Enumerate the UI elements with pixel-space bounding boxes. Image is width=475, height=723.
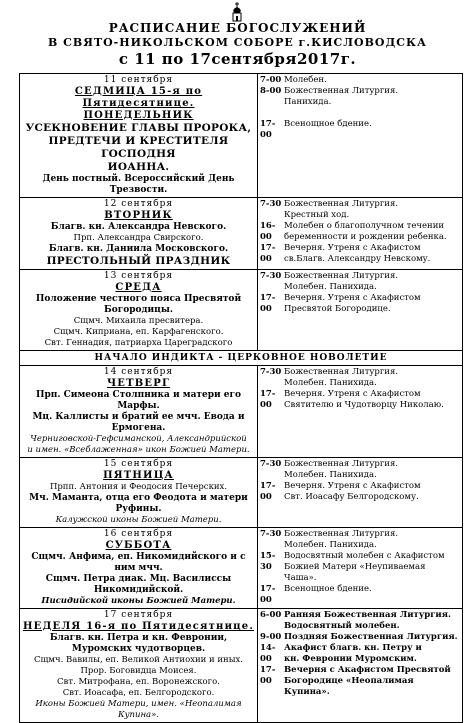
service-line: Молебен. Панихида. [284,470,377,480]
saint-line: Мц. Каллисты и братий ее мчч. Евода и Ермогена. [32,412,245,433]
service-text [284,529,460,551]
weekday: СРЕДА [115,282,162,293]
service-time: 17-00 [260,243,276,264]
saint-line: Положение честного пояса Пресвятой Богородицы. [35,294,242,315]
service-line: Ранняя Божественная Литургия. [284,610,451,620]
service-time: 17-00 [260,293,276,314]
saint-line: Благв. кн. Петра и кн. Февронии, [49,633,228,643]
service-item [260,459,460,481]
service-text [284,610,460,632]
service-line: Вечерня с Акафистом Пресвятой [284,665,451,675]
service-line: беременности и рождении ребенка. [284,232,447,242]
service-text [284,389,460,411]
service-time: 15-30 [260,551,276,572]
day-date: 11 сентября [103,75,174,85]
indikt-band: НАЧАЛО ИНДИКТА - ЦЕРКОВНОЕ НОВОЛЕТИЕ [20,351,462,366]
church-icon [227,2,247,22]
service-item [260,551,460,584]
service-text [284,481,460,503]
saint-line: Прп. Симеона Столпника и матери его Марфы. [35,390,242,411]
day-row [20,609,462,722]
weekday: ПЯТНИЦА [103,470,174,481]
service-time: 17-00 [260,389,276,410]
service-line: Вечерня. Утреня с Акафистом [284,243,421,253]
day-date: 12 сентября [103,199,174,209]
service-text [284,75,460,86]
saint-line: Прп. Александра Свирского. [73,233,204,243]
day-row [20,74,462,198]
service-line: Свт. Иоасафу Белгородскому. [284,492,419,502]
service-line: Божественная Литургия. [284,86,399,96]
service-line: Божественная Литургия. [284,367,399,377]
service-line: Поздняя Божественная Литургия. [284,632,458,642]
day-date: 17 сентября [103,610,174,620]
day-date: 13 сентября [103,271,174,281]
service-text [284,643,460,665]
day-row [20,366,462,458]
service-time: 7-30 [260,271,282,281]
service-text [284,221,460,243]
service-time: 7-00 [260,75,282,85]
schedule-table [19,73,463,723]
service-text [284,632,460,643]
service-time: 17-00 [260,481,276,502]
service-item [260,75,460,86]
saint-line: Свт. Митрофана, еп. Воронежского. [57,677,220,687]
saint-line: Свт. Иоасафа, еп. Белгородского. [62,688,215,698]
week-title: НЕДЕЛЯ 16-я по Пятидесятнице. [22,621,255,632]
day-services [258,366,462,457]
saint-line: Благв. кн. Даниила Московского. [48,244,229,254]
service-line: Вечерня. Утреня с Акафистом [284,293,421,303]
service-line: Молебен. Панихида. [284,282,377,292]
day-row [20,528,462,609]
service-item [260,632,460,643]
day-left [20,198,258,269]
service-line: Водосвятный молебен. [284,621,400,631]
day-services [258,609,462,722]
service-time: 8-00 [260,86,282,96]
schedule-header [0,0,475,72]
service-line: Всенощное бдение. [284,119,372,129]
saint-line: ПРЕДТЕЧИ И КРЕСТИТЕЛЯ ГОСПОДНЯ [48,135,229,160]
service-text [284,243,460,265]
service-text [284,584,460,606]
service-line: Молебен о благополучном течении [284,221,445,231]
saint-line: Свт. Геннадия, патриарха Цареградского [44,338,233,348]
service-text [284,551,460,584]
service-item [260,293,460,315]
weekday: ЧЕТВЕРГ [106,378,171,389]
day-date: 15 сентября [103,459,174,469]
saint-line: Иконы Божией Матери, имен. «Неопалимая Купина». [35,699,242,720]
saint-line: Сщмч. Михаила пресвитера. [73,316,204,326]
service-item [260,610,460,632]
service-text [284,86,460,108]
service-item [260,389,460,411]
saint-line: Благв. кн. Александра Невского. [50,222,227,232]
service-item [260,199,460,221]
day-left [20,458,258,527]
service-line: Водосвятный молебен с Акафистом [284,551,445,561]
header-cathedral: В СВЯТО-НИКОЛЬСКОМ СОБОРЕ г.КИСЛОВОДСКА [48,36,427,49]
saint-line: УСЕКНОВЕНИЕ ГЛАВЫ ПРОРОКА, [25,122,252,134]
saint-line: Сщмч. Киприана, еп. Карфагенского. [53,327,224,337]
header-title: РАСПИСАНИЕ БОГОСЛУЖЕНИЙ [108,21,367,35]
weekday: ВТОРНИК [104,210,173,221]
header-dates: с 11 по 17сентября2017г. [118,50,357,68]
service-line: Панихида. [284,97,332,107]
day-row [20,458,462,528]
weekday: СУББОТА [105,540,172,551]
service-line: Святителю и Чудотворцу Николаю. [284,400,444,410]
service-text [284,271,460,293]
service-line: Божественная Литургия. [284,459,399,469]
day-row [20,270,462,351]
service-time: 7-30 [260,367,282,377]
service-item [260,119,460,141]
service-line: Крестный ход. [284,210,350,220]
service-time: 17-00 [260,119,276,140]
saint-line: Мч. Маманта, отца его Феодота и матери Руфины. [29,493,248,514]
service-time: 7-30 [260,459,282,469]
service-line: Божественная Литургия. [284,271,399,281]
service-line: кн. Февронии Муромским. [284,654,417,664]
day-services [258,528,462,608]
saint-line: ИОАННА. [107,161,170,173]
saint-line: Прор. Боговидца Моисея. [80,666,197,676]
week-title: СЕДМИЦА 15-я по Пятидесятнице. [74,86,203,109]
saint-line: Сщмч. Анфима, еп. Никомидийского и с ним мчч. [31,552,246,573]
service-item [260,108,460,119]
service-item [260,665,460,698]
service-line: Молебен. Панихида. [284,540,377,550]
service-line: Божественная Литургия. [284,529,399,539]
service-text [284,665,460,698]
day-services [258,74,462,197]
service-time [260,108,284,119]
service-item [260,367,460,389]
saint-line: Калужской иконы Божией Матери. [55,515,222,525]
service-item [260,584,460,606]
service-line: Божественная Литургия. [284,199,399,209]
day-left [20,528,258,608]
day-date: 14 сентября [103,367,174,377]
saint-line: Черниговской-Гефсиманской, Александрийской [30,434,247,444]
service-item [260,643,460,665]
service-line [284,108,460,119]
day-services [258,198,462,269]
service-time: 7-30 [260,529,282,539]
saint-line: Муромских чудотворцев. [71,644,206,654]
service-line: Вечерня. Утреня с Акафистом [284,481,421,491]
service-time: 6-00 [260,610,282,620]
service-item [260,221,460,243]
service-line: Божией Матери «Неупиваемая Чаша». [284,562,426,583]
service-item [260,481,460,503]
day-left [20,74,258,197]
service-time: 7-30 [260,199,282,209]
day-row [20,198,462,270]
service-item [260,243,460,265]
service-line: Богородице «Неопалимая Купина». [284,676,414,697]
service-time: 16-00 [260,221,276,242]
service-item [260,271,460,293]
day-date: 16 сентября [103,529,174,539]
service-item [260,529,460,551]
service-time: 14-00 [260,643,276,664]
service-line: Всенощное бдение. [284,584,372,594]
weekday: ПОНЕДЕЛЬНИК [83,110,194,121]
service-item [260,86,460,108]
service-text [284,459,460,481]
saint-line: Сщмч. Вавилы, еп. Великой Антиохии и иных. [34,655,243,665]
service-time: 17-00 [260,584,276,605]
service-line: Акафист благв. кн. Петру и [284,643,422,653]
service-text [284,119,460,141]
service-text [284,293,460,315]
day-left [20,609,258,722]
service-time: 17-00 [260,665,276,686]
day-services [258,270,462,350]
saint-line: День постный. Всероссийский День Трезвости. [42,174,235,195]
service-text [284,199,460,221]
day-services [258,458,462,527]
saint-line: ПРЕСТОЛЬНЫЙ ПРАЗДНИК [46,255,231,267]
service-line: Пресвятой Богородице. [284,304,391,314]
service-line: св.Благв. Александру Невскому. [284,254,431,264]
service-time: 9-00 [260,632,282,642]
saint-line: Писидийской иконы Божией Матери. [41,596,236,606]
service-text [284,108,460,119]
saint-line: Сщмч. Петра диак. Мц. Василиссы Никомидийской. [45,574,232,595]
service-line: Молебен. [284,75,327,85]
saint-line: Прпп. Антония и Феодосия Печерских. [49,482,228,492]
day-left [20,366,258,457]
saint-line: и имен. «Всеблаженная» икон Божией Матери. [27,445,250,455]
day-left [20,270,258,350]
service-text [284,367,460,389]
service-line: Вечерня. Утреня с Акафистом [284,389,421,399]
service-line: Молебен. Панихида. [284,378,377,388]
